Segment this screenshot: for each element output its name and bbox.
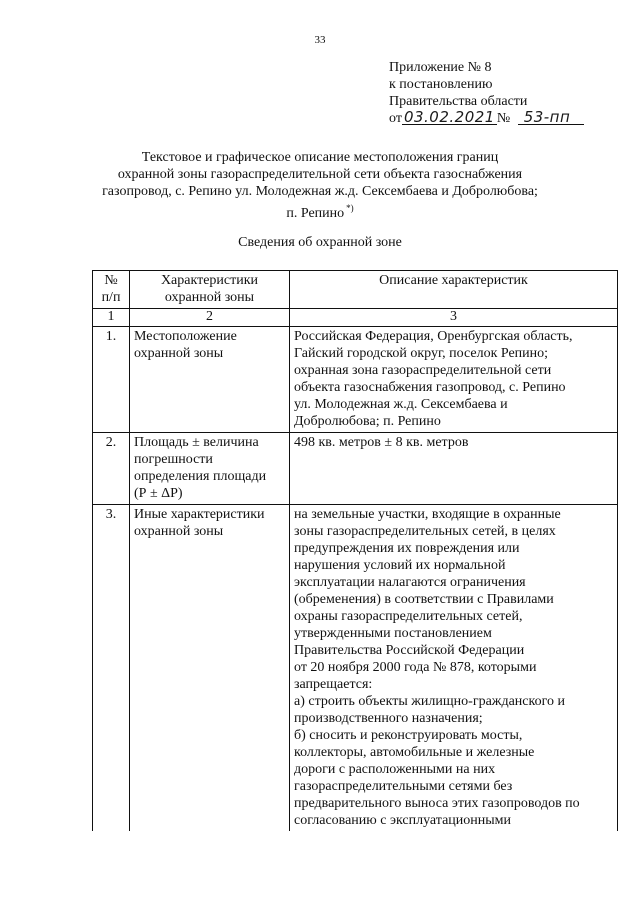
table-numbering-row <box>93 309 618 327</box>
protection-zone-table <box>92 270 618 831</box>
table-row <box>93 505 618 832</box>
row-characteristic-line: Местоположение <box>134 329 237 344</box>
row-characteristic-line: охранной зоны <box>134 346 224 361</box>
row-description-line: охраны газораспределительных сетей, <box>294 609 523 624</box>
section-subtitle: Сведения об охранной зоне <box>238 235 402 250</box>
row-description-line: запрещается: <box>294 677 373 692</box>
row-description-line: Правительства Российской Федерации <box>294 643 525 658</box>
row-description-line: (обременения) в соответствии с Правилами <box>294 592 554 607</box>
row-characteristic-line: Площадь ± величина <box>134 435 259 450</box>
table-header-row <box>93 271 618 309</box>
title-line-4-text: п. Репино <box>286 206 345 221</box>
table-row <box>93 433 618 505</box>
row-description-line: Российская Федерация, Оренбургская область, <box>294 329 573 344</box>
row-description-line: б) сносить и реконструировать мосты, <box>294 728 523 743</box>
row-description-line: охранная зона газораспределительной сети <box>294 363 552 378</box>
title-line-1: Текстовое и графическое описание местоположения границ <box>141 150 499 165</box>
appendix-block <box>389 59 584 127</box>
row-description-line: от 20 ноября 2000 года № 878, которыми <box>294 660 537 675</box>
handwritten-date: 03.02.2021 <box>403 108 495 126</box>
appendix-date-line <box>389 110 584 127</box>
header-col-number-line: № <box>104 273 118 288</box>
row-characteristic-line: (Р ± ΔР) <box>134 486 183 501</box>
row-characteristic-line: Иные характеристики <box>134 507 265 522</box>
handwritten-number: 53-пп <box>518 110 585 125</box>
row-description-line: ул. Молодежная ж.д. Сексембаева и <box>294 397 508 412</box>
row-description-line: зоны газораспределительных сетей, в целях <box>294 524 556 539</box>
title-line-4 <box>0 200 640 222</box>
row-description-line: коллекторы, автомобильные и железные <box>294 745 535 760</box>
row-characteristic <box>130 505 290 832</box>
row-description-line: Гайский городской округ, поселок Репино; <box>294 346 549 361</box>
row-number: 2. <box>93 433 130 505</box>
row-description-line: предварительного выноса этих газопроводов по <box>294 796 580 811</box>
appendix-line-1: Приложение № 8 <box>389 60 492 75</box>
header-col-number <box>93 271 130 309</box>
row-number: 1. <box>93 327 130 433</box>
header-col-description <box>290 271 618 309</box>
appendix-line-3: Правительства области <box>389 94 528 109</box>
row-description-line: а) строить объекты жилищно-гражданского и <box>294 694 565 709</box>
header-col-number-line: п/п <box>101 290 121 305</box>
row-description-line: Добролюбова; п. Репино <box>294 414 441 429</box>
row-description-line: утвержденными постановлением <box>294 626 492 641</box>
row-description-line: производственного назначения; <box>294 711 483 726</box>
page-number: 33 <box>314 34 326 46</box>
row-description-line: объекта газоснабжения газопровод, с. Репино <box>294 380 566 395</box>
row-number: 3. <box>93 505 130 832</box>
row-characteristic-line: определения площади <box>134 469 267 484</box>
header-col-characteristics-line: охранной зоны <box>164 290 255 305</box>
title-line-2: охранной зоны газораспределительной сети объекта газоснабжения <box>117 167 523 182</box>
appendix-line-2: к постановлению <box>389 77 493 92</box>
row-description-line: эксплуатации налагаются ограничения <box>294 575 526 590</box>
header-col-characteristics <box>130 271 290 309</box>
row-description <box>290 505 618 832</box>
row-description <box>290 327 618 433</box>
numbering-cell: 3 <box>290 309 618 327</box>
document-title <box>0 149 640 222</box>
row-characteristic-line: погрешности <box>134 452 213 467</box>
row-description-line: дороги с расположенными на них <box>294 762 496 777</box>
footnote-mark: *) <box>346 203 354 213</box>
row-characteristic <box>130 327 290 433</box>
row-description-line: газораспределительными сетями без <box>294 779 513 794</box>
title-line-3: газопровод, с. Репино ул. Молодежная ж.д. Сексембаева и Добролюбова; <box>102 184 538 199</box>
row-characteristic <box>130 433 290 505</box>
header-col-characteristics-line: Характеристики <box>160 273 259 288</box>
table-row <box>93 327 618 433</box>
numbering-cell: 2 <box>130 309 290 327</box>
row-description <box>290 433 618 505</box>
from-label: от <box>389 111 402 126</box>
number-label: № <box>496 111 511 126</box>
header-col-description-line: Описание характеристик <box>379 273 528 288</box>
row-description-line: нарушения условий их нормальной <box>294 558 506 573</box>
row-description-line: на земельные участки, входящие в охранные <box>294 507 561 522</box>
row-characteristic-line: охранной зоны <box>134 524 224 539</box>
row-description-line: 498 кв. метров ± 8 кв. метров <box>294 435 469 450</box>
row-description-line: предупреждения их повреждения или <box>294 541 520 556</box>
row-description-line: согласованию с эксплуатационными <box>294 813 512 828</box>
numbering-cell: 1 <box>93 309 130 327</box>
